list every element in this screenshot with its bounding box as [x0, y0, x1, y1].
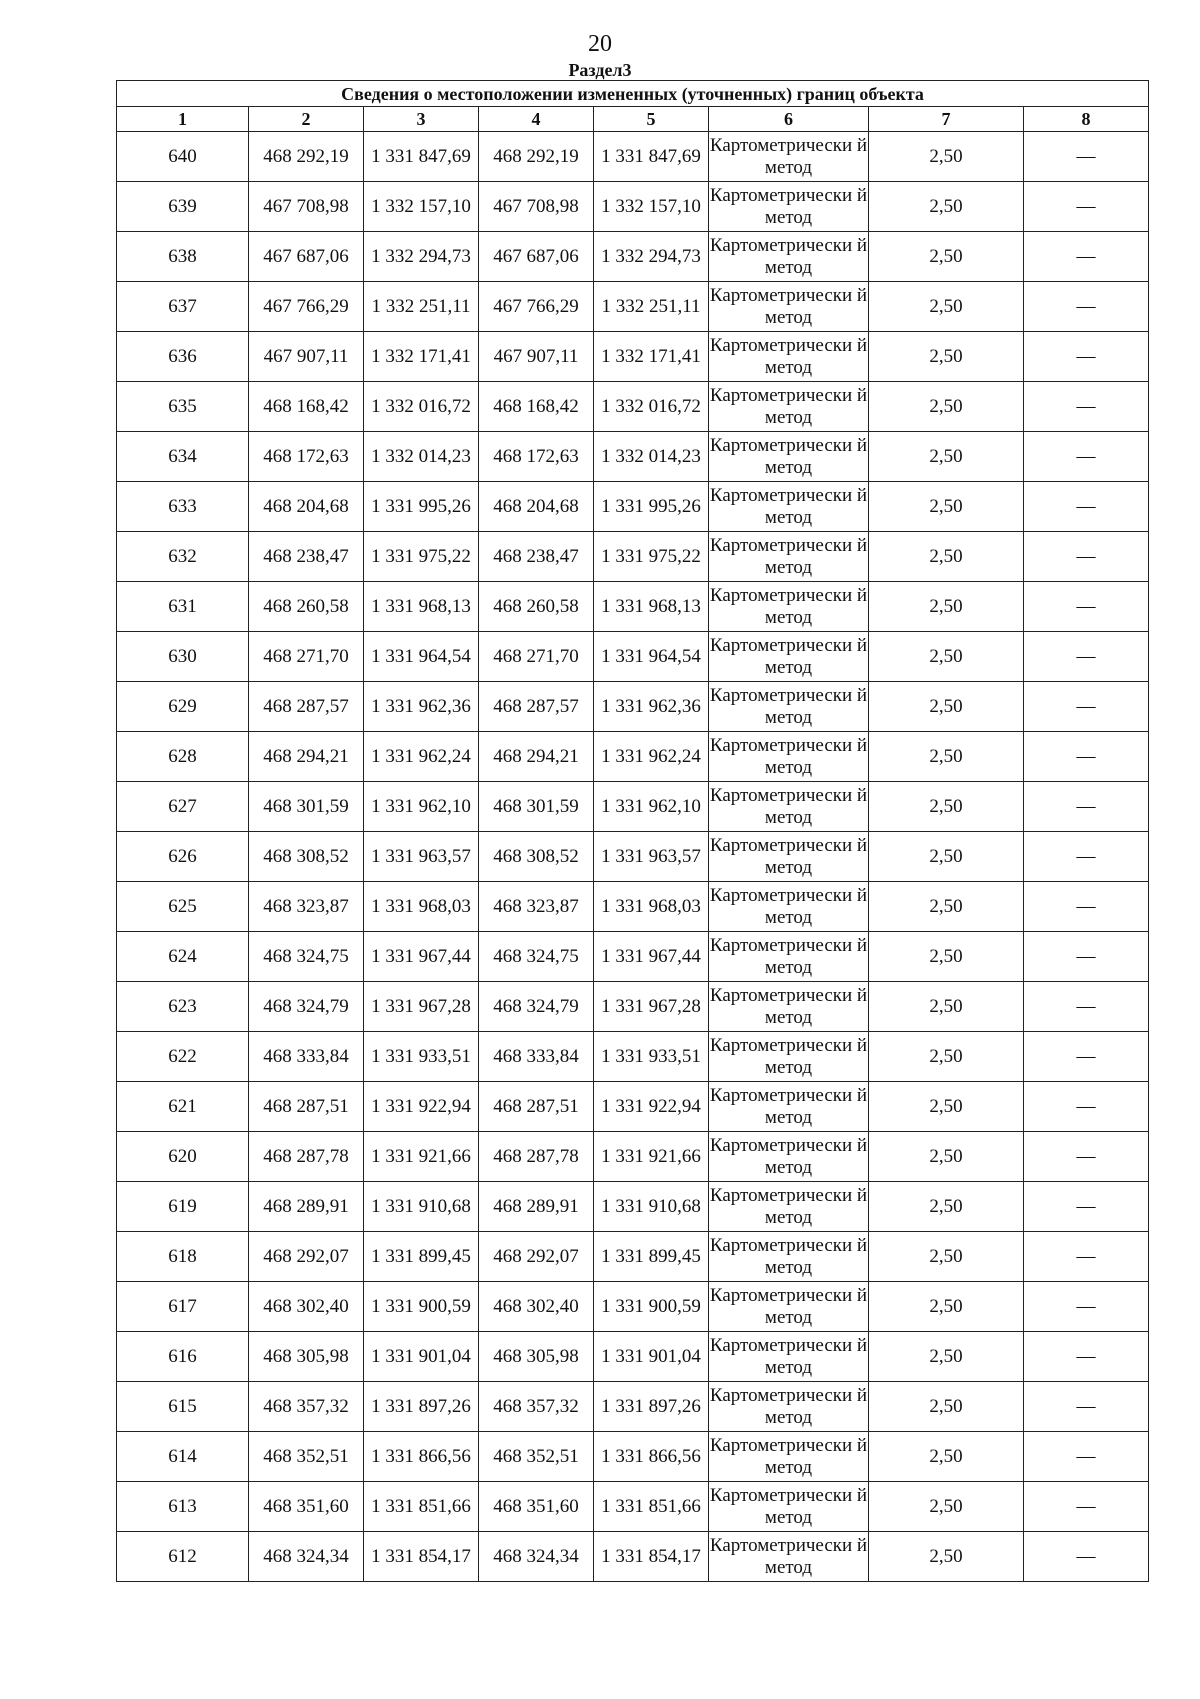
accuracy-cell: 2,50: [869, 632, 1024, 682]
x-new-cell: 468 287,51: [479, 1082, 594, 1132]
point-number-cell: 614: [117, 1432, 249, 1482]
x-existing-cell: 468 352,51: [249, 1432, 364, 1482]
method-cell: Картометрически й метод: [709, 182, 869, 232]
point-number-cell: 625: [117, 882, 249, 932]
y-new-cell: 1 331 910,68: [594, 1182, 709, 1232]
x-existing-cell: 467 766,29: [249, 282, 364, 332]
y-existing-cell: 1 332 016,72: [364, 382, 479, 432]
y-existing-cell: 1 332 014,23: [364, 432, 479, 482]
x-existing-cell: 468 287,78: [249, 1132, 364, 1182]
x-new-cell: 468 204,68: [479, 482, 594, 532]
method-cell: Картометрически й метод: [709, 1332, 869, 1382]
accuracy-cell: 2,50: [869, 432, 1024, 482]
accuracy-cell: 2,50: [869, 482, 1024, 532]
y-new-cell: 1 331 967,28: [594, 982, 709, 1032]
column-header: 4: [479, 107, 594, 132]
x-existing-cell: 468 172,63: [249, 432, 364, 482]
column-header: 6: [709, 107, 869, 132]
accuracy-cell: 2,50: [869, 1182, 1024, 1232]
y-existing-cell: 1 331 901,04: [364, 1332, 479, 1382]
note-cell: —: [1024, 782, 1149, 832]
method-cell: Картометрически й метод: [709, 1432, 869, 1482]
x-new-cell: 468 323,87: [479, 882, 594, 932]
accuracy-cell: 2,50: [869, 732, 1024, 782]
x-existing-cell: 468 333,84: [249, 1032, 364, 1082]
point-number-cell: 622: [117, 1032, 249, 1082]
y-existing-cell: 1 331 964,54: [364, 632, 479, 682]
y-new-cell: 1 331 975,22: [594, 532, 709, 582]
point-number-cell: 624: [117, 932, 249, 982]
x-existing-cell: 468 204,68: [249, 482, 364, 532]
accuracy-cell: 2,50: [869, 1082, 1024, 1132]
note-cell: —: [1024, 482, 1149, 532]
method-cell: Картометрически й метод: [709, 732, 869, 782]
y-existing-cell: 1 332 251,11: [364, 282, 479, 332]
method-cell: Картометрически й метод: [709, 1532, 869, 1582]
point-number-cell: 637: [117, 282, 249, 332]
x-existing-cell: 467 687,06: [249, 232, 364, 282]
method-cell: Картометрически й метод: [709, 1082, 869, 1132]
y-new-cell: 1 331 847,69: [594, 132, 709, 182]
x-new-cell: 468 308,52: [479, 832, 594, 882]
x-existing-cell: 468 292,07: [249, 1232, 364, 1282]
x-existing-cell: 468 168,42: [249, 382, 364, 432]
x-existing-cell: 468 323,87: [249, 882, 364, 932]
y-existing-cell: 1 331 963,57: [364, 832, 479, 882]
accuracy-cell: 2,50: [869, 1282, 1024, 1332]
method-cell: Картометрически й метод: [709, 1482, 869, 1532]
point-number-cell: 628: [117, 732, 249, 782]
y-existing-cell: 1 331 968,03: [364, 882, 479, 932]
note-cell: —: [1024, 1532, 1149, 1582]
x-existing-cell: 468 292,19: [249, 132, 364, 182]
table-row: [117, 582, 1149, 632]
y-existing-cell: 1 331 962,24: [364, 732, 479, 782]
point-number-cell: 635: [117, 382, 249, 432]
note-cell: —: [1024, 1082, 1149, 1132]
y-existing-cell: 1 331 851,66: [364, 1482, 479, 1532]
x-existing-cell: 468 351,60: [249, 1482, 364, 1532]
x-existing-cell: 468 324,34: [249, 1532, 364, 1582]
y-existing-cell: 1 332 157,10: [364, 182, 479, 232]
method-cell: Картометрически й метод: [709, 1232, 869, 1282]
x-new-cell: 468 294,21: [479, 732, 594, 782]
x-new-cell: 468 301,59: [479, 782, 594, 832]
x-existing-cell: 468 271,70: [249, 632, 364, 682]
y-new-cell: 1 331 967,44: [594, 932, 709, 982]
table-row: [117, 532, 1149, 582]
table-row: [117, 132, 1149, 182]
y-new-cell: 1 331 851,66: [594, 1482, 709, 1532]
table-row: [117, 982, 1149, 1032]
point-number-cell: 615: [117, 1382, 249, 1432]
table-row: [117, 1432, 1149, 1482]
accuracy-cell: 2,50: [869, 382, 1024, 432]
accuracy-cell: 2,50: [869, 282, 1024, 332]
accuracy-cell: 2,50: [869, 332, 1024, 382]
x-new-cell: 468 238,47: [479, 532, 594, 582]
x-new-cell: 468 305,98: [479, 1332, 594, 1382]
accuracy-cell: 2,50: [869, 532, 1024, 582]
x-new-cell: 468 271,70: [479, 632, 594, 682]
table-row: [117, 232, 1149, 282]
x-existing-cell: 468 301,59: [249, 782, 364, 832]
note-cell: —: [1024, 1282, 1149, 1332]
x-new-cell: 468 172,63: [479, 432, 594, 482]
accuracy-cell: 2,50: [869, 782, 1024, 832]
y-existing-cell: 1 331 962,36: [364, 682, 479, 732]
note-cell: —: [1024, 132, 1149, 182]
y-new-cell: 1 331 968,13: [594, 582, 709, 632]
y-existing-cell: 1 331 922,94: [364, 1082, 479, 1132]
point-number-cell: 626: [117, 832, 249, 882]
y-existing-cell: 1 331 900,59: [364, 1282, 479, 1332]
y-new-cell: 1 331 897,26: [594, 1382, 709, 1432]
table-row: [117, 1032, 1149, 1082]
note-cell: —: [1024, 882, 1149, 932]
point-number-cell: 634: [117, 432, 249, 482]
y-new-cell: 1 331 968,03: [594, 882, 709, 932]
table-row: [117, 732, 1149, 782]
y-new-cell: 1 332 294,73: [594, 232, 709, 282]
method-cell: Картометрически й метод: [709, 482, 869, 532]
note-cell: —: [1024, 982, 1149, 1032]
method-cell: Картометрически й метод: [709, 382, 869, 432]
method-cell: Картометрически й метод: [709, 282, 869, 332]
table-row: [117, 282, 1149, 332]
accuracy-cell: 2,50: [869, 682, 1024, 732]
note-cell: —: [1024, 632, 1149, 682]
note-cell: —: [1024, 182, 1149, 232]
x-existing-cell: 468 238,47: [249, 532, 364, 582]
note-cell: —: [1024, 1432, 1149, 1482]
note-cell: —: [1024, 532, 1149, 582]
table-row: [117, 782, 1149, 832]
coordinates-table: [116, 80, 1149, 1582]
x-new-cell: 468 302,40: [479, 1282, 594, 1332]
note-cell: —: [1024, 1382, 1149, 1432]
table-row: [117, 1382, 1149, 1432]
accuracy-cell: 2,50: [869, 1032, 1024, 1082]
x-existing-cell: 468 287,57: [249, 682, 364, 732]
accuracy-cell: 2,50: [869, 932, 1024, 982]
x-new-cell: 468 289,91: [479, 1182, 594, 1232]
point-number-cell: 639: [117, 182, 249, 232]
x-existing-cell: 467 907,11: [249, 332, 364, 382]
y-new-cell: 1 332 016,72: [594, 382, 709, 432]
x-new-cell: 468 352,51: [479, 1432, 594, 1482]
table-row: [117, 632, 1149, 682]
y-existing-cell: 1 331 897,26: [364, 1382, 479, 1432]
method-cell: Картометрически й метод: [709, 332, 869, 382]
x-existing-cell: 468 287,51: [249, 1082, 364, 1132]
y-new-cell: 1 331 901,04: [594, 1332, 709, 1382]
y-new-cell: 1 331 921,66: [594, 1132, 709, 1182]
point-number-cell: 631: [117, 582, 249, 632]
table-row: [117, 332, 1149, 382]
accuracy-cell: 2,50: [869, 1432, 1024, 1482]
note-cell: —: [1024, 932, 1149, 982]
accuracy-cell: 2,50: [869, 182, 1024, 232]
y-new-cell: 1 331 964,54: [594, 632, 709, 682]
y-new-cell: 1 331 899,45: [594, 1232, 709, 1282]
note-cell: —: [1024, 732, 1149, 782]
point-number-cell: 632: [117, 532, 249, 582]
x-new-cell: 467 708,98: [479, 182, 594, 232]
method-cell: Картометрически й метод: [709, 582, 869, 632]
method-cell: Картометрически й метод: [709, 232, 869, 282]
point-number-cell: 629: [117, 682, 249, 732]
column-header: 2: [249, 107, 364, 132]
x-existing-cell: 468 324,75: [249, 932, 364, 982]
y-existing-cell: 1 331 921,66: [364, 1132, 479, 1182]
method-cell: Картометрически й метод: [709, 932, 869, 982]
table-row: [117, 1132, 1149, 1182]
table-row: [117, 482, 1149, 532]
table-row: [117, 682, 1149, 732]
accuracy-cell: 2,50: [869, 1332, 1024, 1382]
method-cell: Картометрически й метод: [709, 682, 869, 732]
note-cell: —: [1024, 282, 1149, 332]
note-cell: —: [1024, 332, 1149, 382]
note-cell: —: [1024, 1482, 1149, 1532]
table-row: [117, 382, 1149, 432]
point-number-cell: 621: [117, 1082, 249, 1132]
x-new-cell: 468 168,42: [479, 382, 594, 432]
x-existing-cell: 468 289,91: [249, 1182, 364, 1232]
y-existing-cell: 1 331 910,68: [364, 1182, 479, 1232]
point-number-cell: 619: [117, 1182, 249, 1232]
note-cell: —: [1024, 682, 1149, 732]
point-number-cell: 618: [117, 1232, 249, 1282]
note-cell: —: [1024, 1232, 1149, 1282]
method-cell: Картометрически й метод: [709, 532, 869, 582]
x-new-cell: 467 766,29: [479, 282, 594, 332]
accuracy-cell: 2,50: [869, 1232, 1024, 1282]
accuracy-cell: 2,50: [869, 832, 1024, 882]
y-existing-cell: 1 331 866,56: [364, 1432, 479, 1482]
point-number-cell: 640: [117, 132, 249, 182]
y-existing-cell: 1 331 899,45: [364, 1232, 479, 1282]
x-new-cell: 468 351,60: [479, 1482, 594, 1532]
accuracy-cell: 2,50: [869, 1132, 1024, 1182]
accuracy-cell: 2,50: [869, 1382, 1024, 1432]
column-header: 3: [364, 107, 479, 132]
table-row: [117, 1182, 1149, 1232]
y-new-cell: 1 331 995,26: [594, 482, 709, 532]
x-existing-cell: 468 294,21: [249, 732, 364, 782]
y-new-cell: 1 332 251,11: [594, 282, 709, 332]
x-new-cell: 468 287,78: [479, 1132, 594, 1182]
table-caption: Сведения о местоположении измененных (уточненных) границ объекта: [117, 81, 1149, 107]
y-new-cell: 1 331 962,10: [594, 782, 709, 832]
x-new-cell: 467 687,06: [479, 232, 594, 282]
point-number-cell: 616: [117, 1332, 249, 1382]
y-new-cell: 1 331 854,17: [594, 1532, 709, 1582]
column-header: 1: [117, 107, 249, 132]
point-number-cell: 627: [117, 782, 249, 832]
x-existing-cell: 468 324,79: [249, 982, 364, 1032]
table-row: [117, 1532, 1149, 1582]
note-cell: —: [1024, 832, 1149, 882]
x-existing-cell: 468 357,32: [249, 1382, 364, 1432]
note-cell: —: [1024, 432, 1149, 482]
method-cell: Картометрически й метод: [709, 782, 869, 832]
method-cell: Картометрически й метод: [709, 832, 869, 882]
column-number-row: [117, 107, 1149, 132]
x-existing-cell: 468 308,52: [249, 832, 364, 882]
table-row: [117, 1232, 1149, 1282]
table-row: [117, 1082, 1149, 1132]
point-number-cell: 630: [117, 632, 249, 682]
y-existing-cell: 1 332 294,73: [364, 232, 479, 282]
table-row: [117, 832, 1149, 882]
point-number-cell: 613: [117, 1482, 249, 1532]
x-new-cell: 468 324,75: [479, 932, 594, 982]
point-number-cell: 612: [117, 1532, 249, 1582]
x-new-cell: 468 292,19: [479, 132, 594, 182]
x-existing-cell: 467 708,98: [249, 182, 364, 232]
x-existing-cell: 468 305,98: [249, 1332, 364, 1382]
method-cell: Картометрически й метод: [709, 132, 869, 182]
y-existing-cell: 1 331 975,22: [364, 532, 479, 582]
table-row: [117, 1482, 1149, 1532]
y-existing-cell: 1 332 171,41: [364, 332, 479, 382]
column-header: 8: [1024, 107, 1149, 132]
table-row: [117, 1282, 1149, 1332]
x-existing-cell: 468 302,40: [249, 1282, 364, 1332]
table-row: [117, 882, 1149, 932]
y-new-cell: 1 332 157,10: [594, 182, 709, 232]
y-existing-cell: 1 331 854,17: [364, 1532, 479, 1582]
section-title: Раздел3: [568, 60, 632, 80]
point-number-cell: 623: [117, 982, 249, 1032]
point-number-cell: 620: [117, 1132, 249, 1182]
x-new-cell: 468 324,34: [479, 1532, 594, 1582]
y-new-cell: 1 332 014,23: [594, 432, 709, 482]
note-cell: —: [1024, 582, 1149, 632]
note-cell: —: [1024, 232, 1149, 282]
y-new-cell: 1 331 962,24: [594, 732, 709, 782]
accuracy-cell: 2,50: [869, 582, 1024, 632]
method-cell: Картометрически й метод: [709, 632, 869, 682]
point-number-cell: 638: [117, 232, 249, 282]
method-cell: Картометрически й метод: [709, 982, 869, 1032]
y-existing-cell: 1 331 968,13: [364, 582, 479, 632]
column-header: 7: [869, 107, 1024, 132]
note-cell: —: [1024, 1182, 1149, 1232]
y-existing-cell: 1 331 847,69: [364, 132, 479, 182]
method-cell: Картометрически й метод: [709, 1282, 869, 1332]
y-existing-cell: 1 331 933,51: [364, 1032, 479, 1082]
accuracy-cell: 2,50: [869, 132, 1024, 182]
y-existing-cell: 1 331 962,10: [364, 782, 479, 832]
point-number-cell: 617: [117, 1282, 249, 1332]
method-cell: Картометрически й метод: [709, 1382, 869, 1432]
method-cell: Картометрически й метод: [709, 1182, 869, 1232]
method-cell: Картометрически й метод: [709, 432, 869, 482]
y-existing-cell: 1 331 967,44: [364, 932, 479, 982]
note-cell: —: [1024, 1132, 1149, 1182]
y-new-cell: 1 331 922,94: [594, 1082, 709, 1132]
x-new-cell: 468 324,79: [479, 982, 594, 1032]
table-row: [117, 182, 1149, 232]
y-new-cell: 1 331 866,56: [594, 1432, 709, 1482]
x-existing-cell: 468 260,58: [249, 582, 364, 632]
x-new-cell: 468 287,57: [479, 682, 594, 732]
x-new-cell: 468 292,07: [479, 1232, 594, 1282]
note-cell: —: [1024, 382, 1149, 432]
accuracy-cell: 2,50: [869, 1482, 1024, 1532]
x-new-cell: 467 907,11: [479, 332, 594, 382]
page-number: 20: [588, 31, 612, 57]
accuracy-cell: 2,50: [869, 882, 1024, 932]
accuracy-cell: 2,50: [869, 232, 1024, 282]
y-new-cell: 1 332 171,41: [594, 332, 709, 382]
accuracy-cell: 2,50: [869, 1532, 1024, 1582]
y-new-cell: 1 331 962,36: [594, 682, 709, 732]
method-cell: Картометрически й метод: [709, 882, 869, 932]
column-header: 5: [594, 107, 709, 132]
accuracy-cell: 2,50: [869, 982, 1024, 1032]
table-row: [117, 932, 1149, 982]
note-cell: —: [1024, 1032, 1149, 1082]
x-new-cell: 468 260,58: [479, 582, 594, 632]
method-cell: Картометрически й метод: [709, 1032, 869, 1082]
y-new-cell: 1 331 900,59: [594, 1282, 709, 1332]
x-new-cell: 468 333,84: [479, 1032, 594, 1082]
x-new-cell: 468 357,32: [479, 1382, 594, 1432]
point-number-cell: 633: [117, 482, 249, 532]
y-existing-cell: 1 331 967,28: [364, 982, 479, 1032]
y-existing-cell: 1 331 995,26: [364, 482, 479, 532]
y-new-cell: 1 331 963,57: [594, 832, 709, 882]
note-cell: —: [1024, 1332, 1149, 1382]
point-number-cell: 636: [117, 332, 249, 382]
table-body: [117, 132, 1149, 1582]
table-row: [117, 432, 1149, 482]
method-cell: Картометрически й метод: [709, 1132, 869, 1182]
y-new-cell: 1 331 933,51: [594, 1032, 709, 1082]
table-row: [117, 1332, 1149, 1382]
